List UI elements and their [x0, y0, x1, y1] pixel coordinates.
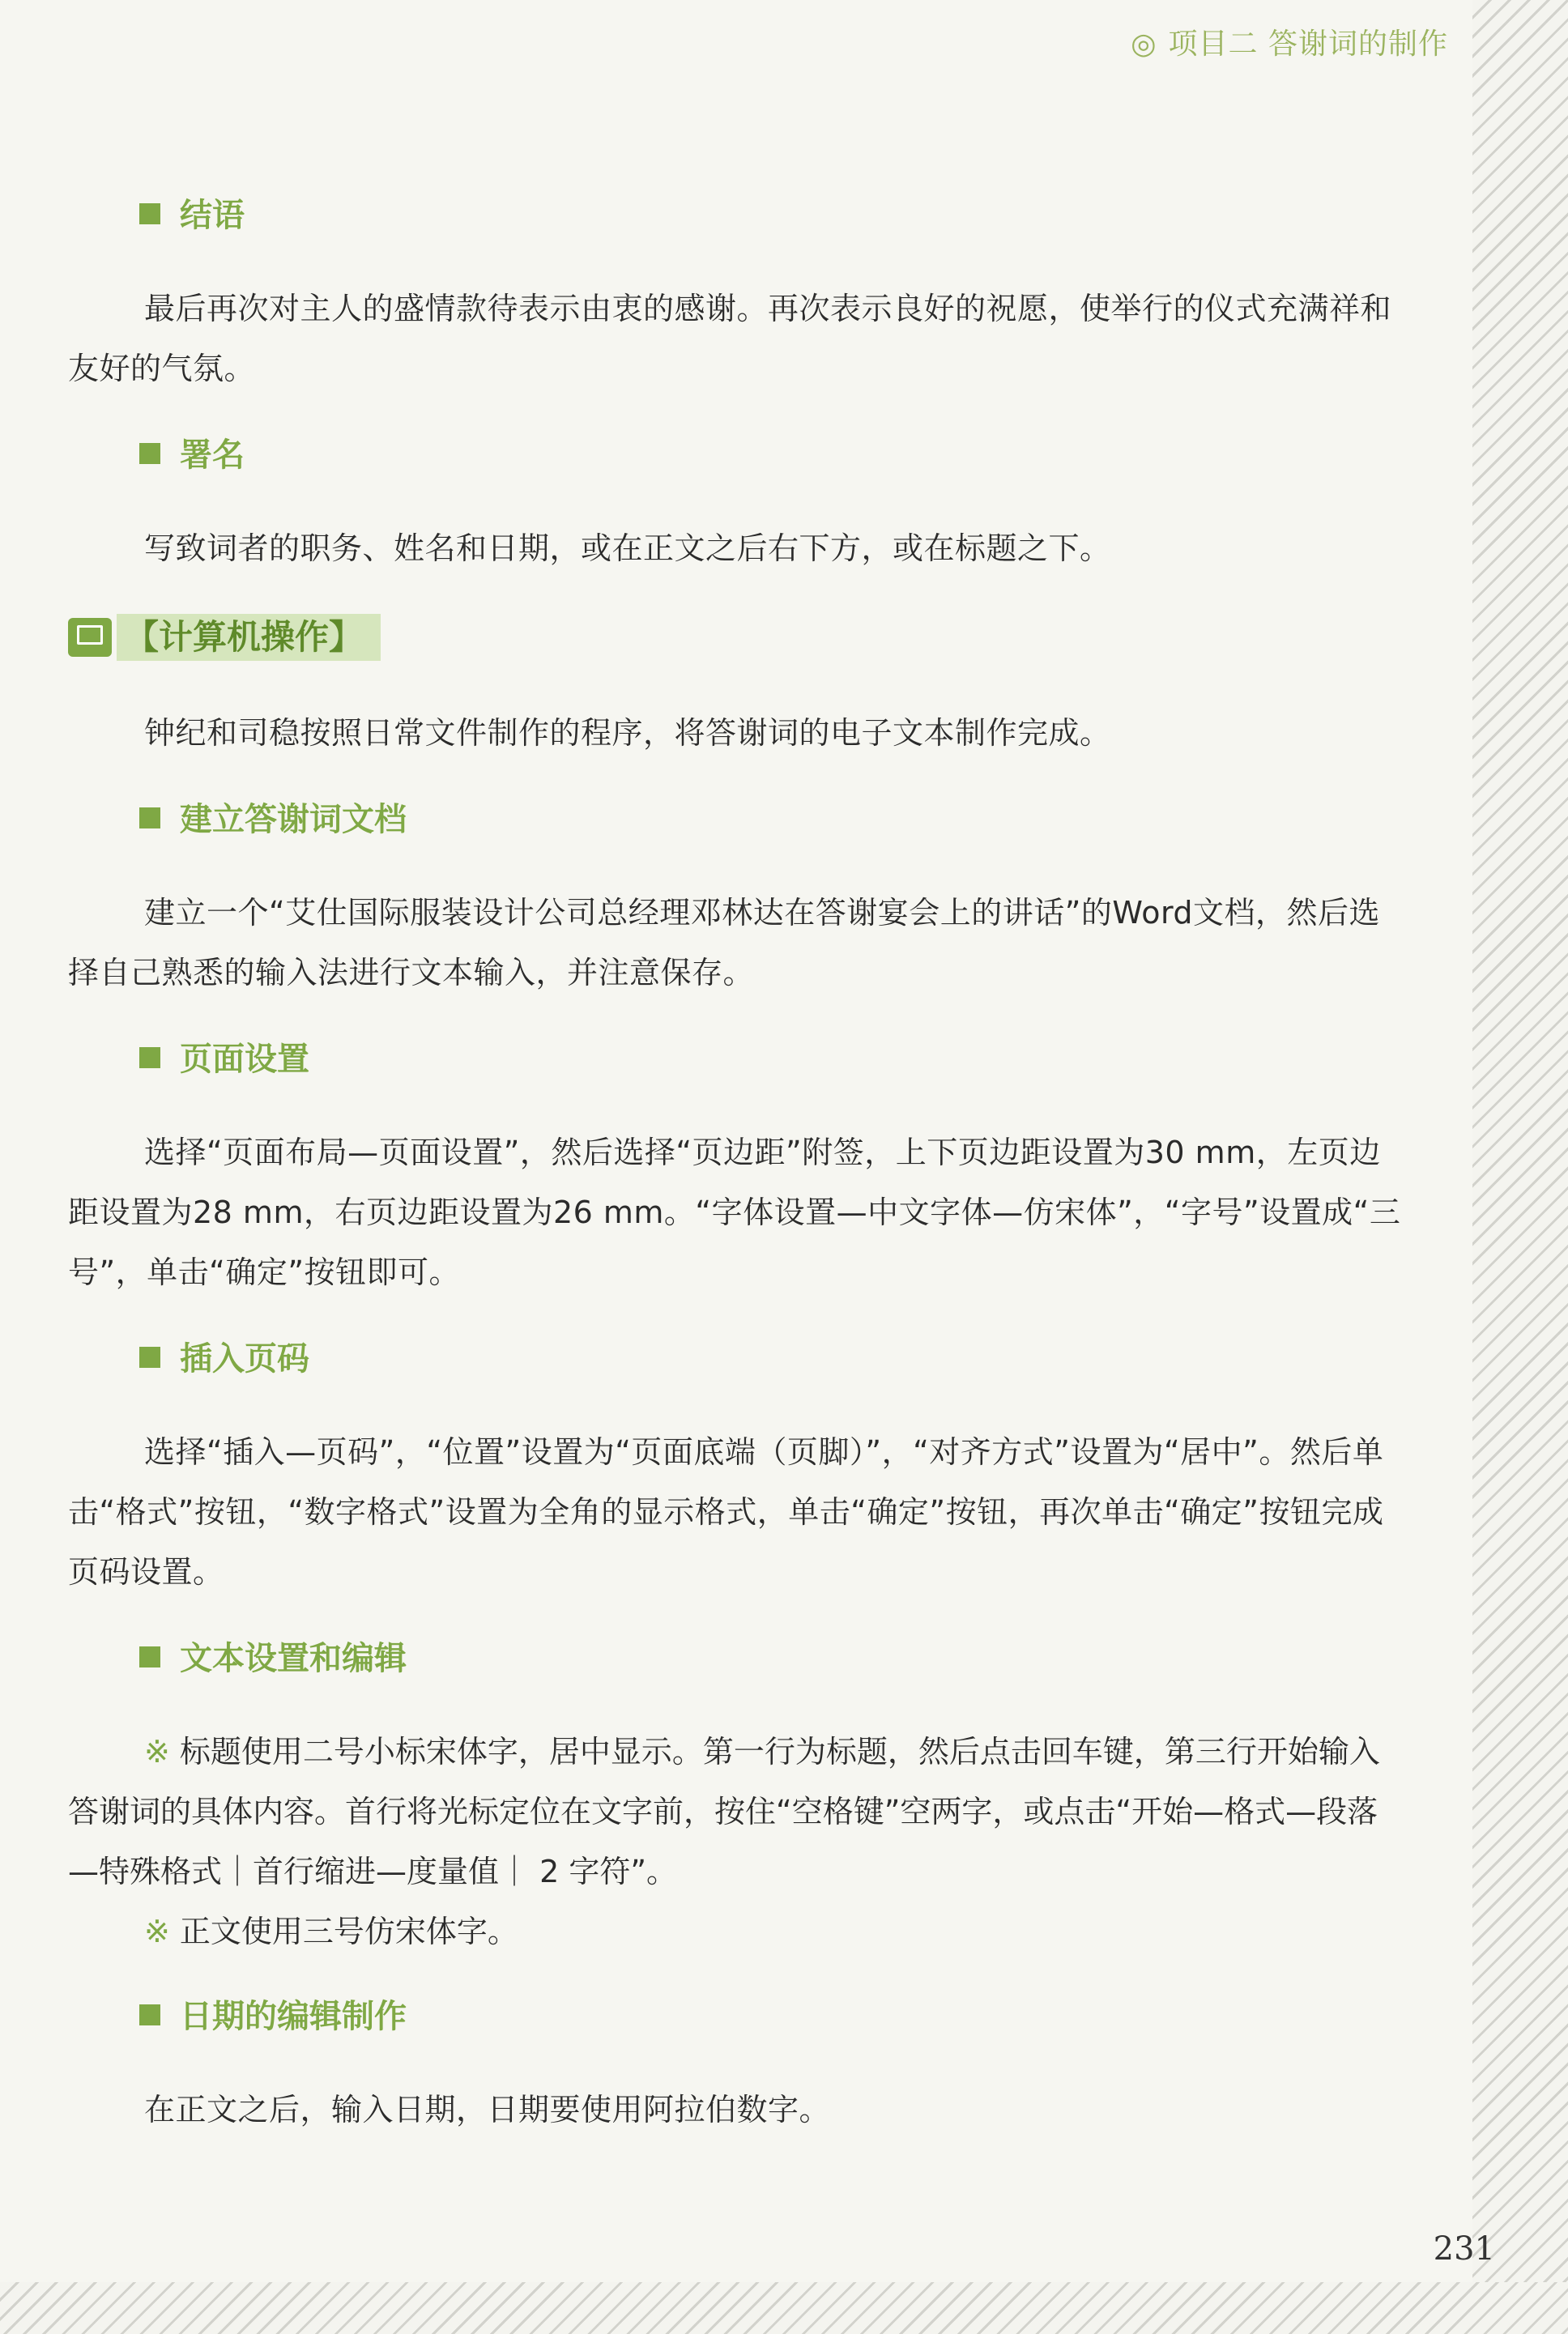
monitor-icon [68, 618, 112, 657]
page-bottom-hatch [0, 2282, 1568, 2334]
square-bullet-icon [139, 203, 160, 224]
paragraph-jieyu: 最后再次对主人的盛情款待表示由衷的感谢。再次表示良好的祝愿，使举行的仪式充满祥和友好的气氛。 [68, 291, 1392, 386]
heading-text: 署名 [180, 436, 245, 474]
spacer [68, 1961, 1404, 1976]
note-text: 标题使用二号小标宋体字，居中显示。第一行为标题，然后点击回车键，第三行开始输入答谢词的具体内容。首行将光标定位在文字前，按住“空格键”空两字，或点击“开始—格式—段落—特殊格式｜首行缩进—度量值｜ 2 字符”。 [68, 1734, 1380, 1890]
note-mark: ※ [144, 1914, 170, 1950]
heading-text: 建立答谢词文档 [180, 800, 407, 839]
heading-jieyu [139, 194, 1404, 236]
paragraph-date-edit: 在正文之后，输入日期，日期要使用阿拉伯数字。 [144, 2092, 831, 2128]
note-text: 正文使用三号仿宋体字。 [169, 1914, 518, 1950]
page-content [68, 194, 1404, 2175]
section-label: 【计算机操作】 [117, 614, 381, 661]
page-edge-hatch [1472, 0, 1568, 2334]
square-bullet-icon [139, 807, 160, 828]
paragraph-create-doc: 建立一个“艾仕国际服装设计公司总经理邓林达在答谢宴会上的讲话”的Word文档，然后选择自己熟悉的输入法进行文本输入，并注意保存。 [68, 895, 1381, 991]
note-body-font [68, 1902, 1404, 1961]
paragraph-computer: 钟纪和司稳按照日常文件制作的程序，将答谢词的电子文本制作完成。 [144, 715, 1111, 752]
heading-text: 日期的编辑制作 [180, 1997, 407, 2036]
heading-shuming [139, 434, 1404, 476]
heading-text-edit [139, 1638, 1404, 1680]
note-mark: ※ [144, 1734, 170, 1770]
heading-text: 页面设置 [180, 1040, 309, 1079]
heading-date-edit [139, 1995, 1404, 2038]
heading-text: 结语 [180, 196, 245, 234]
header-mark: ◎ [1131, 28, 1157, 61]
paragraph-shuming: 写致词者的职务、姓名和日期，或在正文之后右下方，或在标题之下。 [144, 530, 1111, 566]
header-text: 项目二 答谢词的制作 [1168, 28, 1448, 61]
paragraph-page-number: 选择“插入—页码”，“位置”设置为“页面底端（页脚）”，“对齐方式”设置为“居中”。然后单击“格式”按钮，“数字格式”设置为全角的显示格式，单击“确定”按钮，再次单击“确定”按钮完成页码设置。 [68, 1434, 1384, 1591]
section-computer-operation [68, 614, 1404, 661]
heading-create-doc [139, 799, 1404, 841]
square-bullet-icon [139, 443, 160, 464]
square-bullet-icon [139, 2004, 160, 2025]
note-title-format [68, 1722, 1404, 1902]
square-bullet-icon [139, 1347, 160, 1368]
heading-page-setup [139, 1038, 1404, 1080]
square-bullet-icon [139, 1047, 160, 1068]
heading-page-number [139, 1338, 1404, 1380]
square-bullet-icon [139, 1646, 160, 1667]
paragraph-page-setup: 选择“页面布局—页面设置”，然后选择“页边距”附签，上下页边距设置为30 mm，左页边距设置为28 mm，右页边距设置为26 mm。“字体设置—中文字体—仿宋体”，“字号”设置成“三号”，单击“确定”按钮即可。 [68, 1135, 1401, 1291]
heading-text: 插入页码 [180, 1339, 309, 1378]
page-number: 231 [1433, 2230, 1495, 2268]
heading-text: 文本设置和编辑 [180, 1639, 407, 1678]
running-header [1131, 21, 1448, 62]
